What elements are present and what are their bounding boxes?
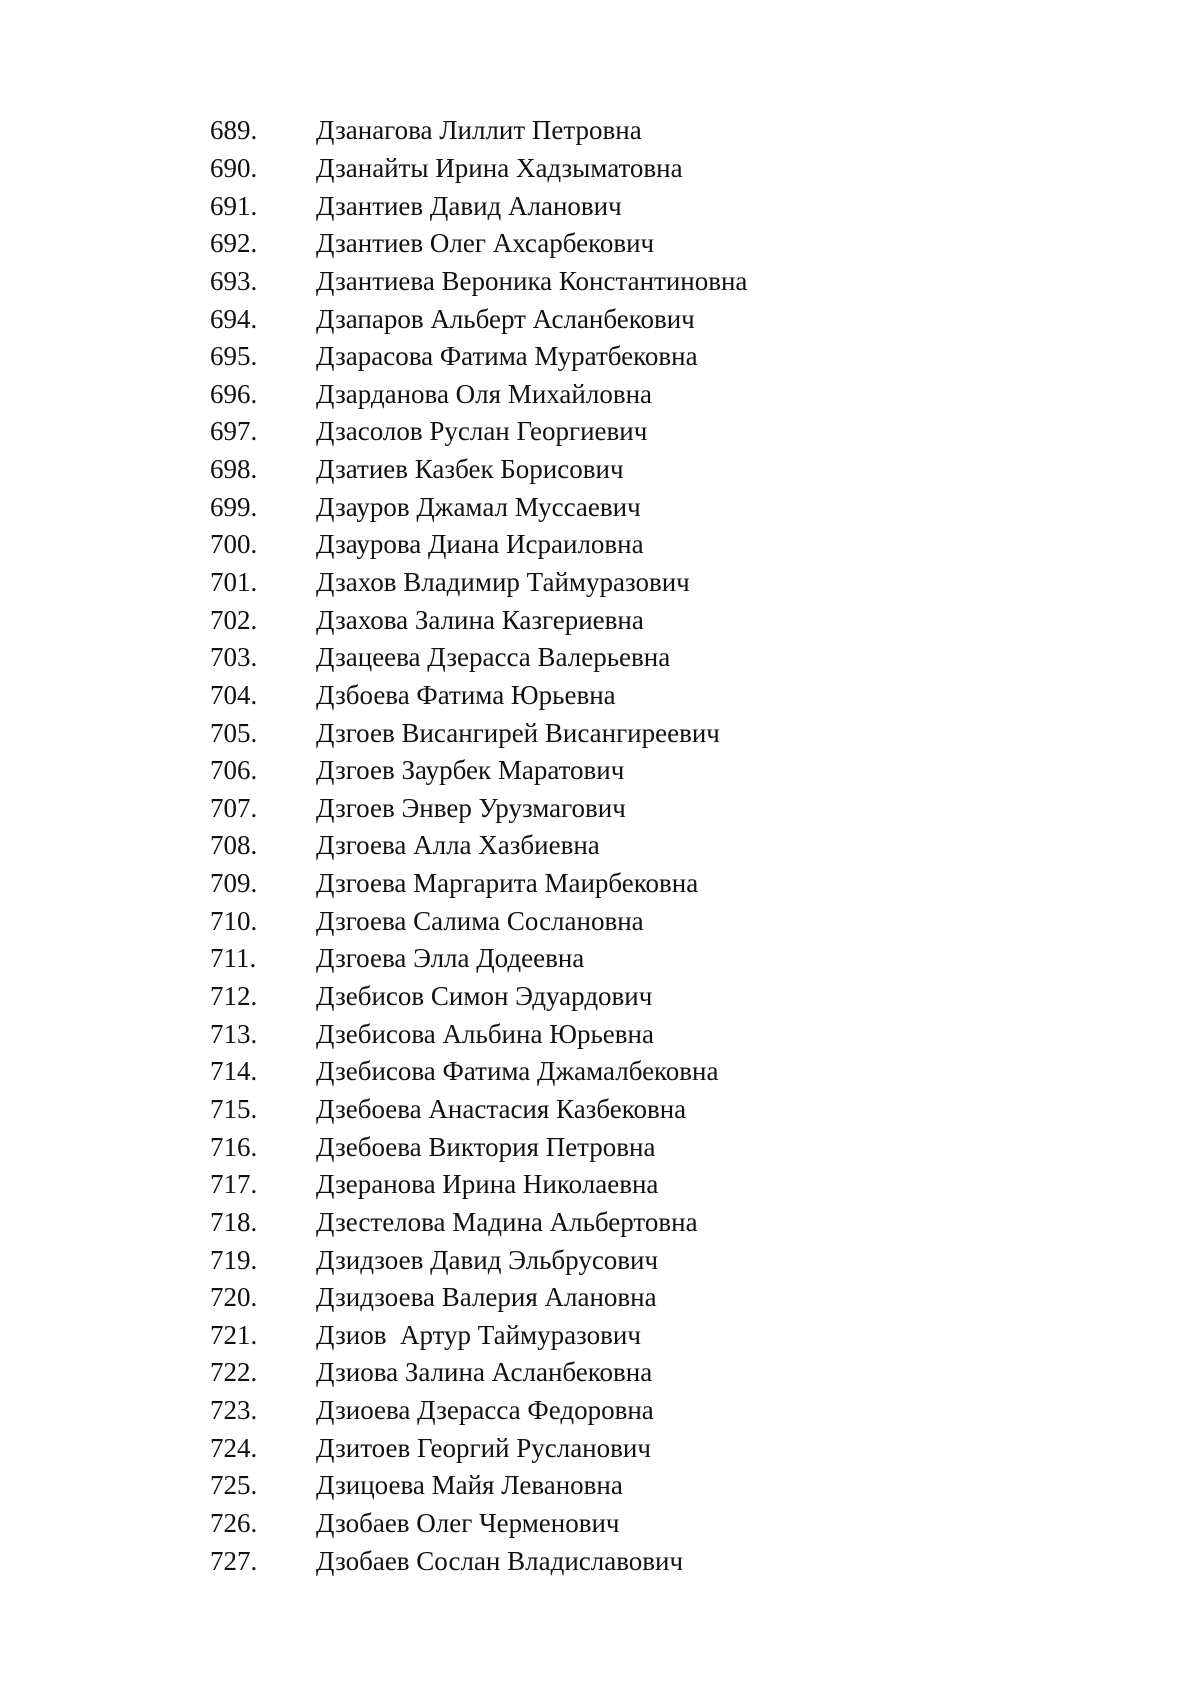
list-item [210,526,747,564]
entry-number: 725. [210,1470,258,1501]
entry-number: 702. [210,604,258,635]
entry-number: 713. [210,1018,258,1049]
list-item [210,1429,747,1467]
entry-number: 717. [210,1169,258,1200]
entry-number: 721. [210,1319,258,1350]
entry-full-name: Дзебоева Виктория Петровна [316,1131,656,1162]
list-item [210,902,747,940]
entry-full-name: Дзебоева Анастасия Казбековна [316,1093,687,1124]
entry-full-name: Дзасолов Руслан Георгиевич [316,416,648,447]
entry-number: 705. [210,717,258,748]
list-item [210,1204,747,1242]
entry-full-name: Дзгоева Алла Хазбиевна [316,830,600,861]
list-item [210,978,747,1016]
list-item [210,1279,747,1317]
entry-number: 722. [210,1357,258,1388]
entry-full-name: Дзацеева Дзерасса Валерьевна [316,642,671,673]
entry-number: 718. [210,1206,258,1237]
list-item [210,1128,747,1166]
entry-full-name: Дзанайты Ирина Хадзыматовна [316,152,683,183]
entry-number: 723. [210,1395,258,1426]
entry-number: 708. [210,830,258,861]
list-item [210,451,747,489]
entry-number: 727. [210,1545,258,1576]
entry-full-name: Дзгоев Энвер Урузмагович [316,792,626,823]
entry-full-name: Дзаурова Диана Исраиловна [316,529,644,560]
entry-number: 699. [210,491,258,522]
entry-full-name: Дзиова Залина Асланбековна [316,1357,653,1388]
entry-number: 693. [210,265,258,296]
entry-number: 700. [210,529,258,560]
entry-full-name: Дзицоева Майя Левановна [316,1470,623,1501]
entry-full-name: Дзгоев Висангирей Висангиреевич [316,717,720,748]
list-item [210,1053,747,1091]
list-item [210,601,747,639]
name-list [210,112,747,1580]
entry-number: 704. [210,679,258,710]
list-item [210,1542,747,1580]
entry-full-name: Дзебисова Альбина Юрьевна [316,1018,654,1049]
entry-number: 694. [210,303,258,334]
list-item [210,790,747,828]
entry-number: 706. [210,755,258,786]
entry-full-name: Дзебисова Фатима Джамалбековна [316,1056,719,1087]
entry-number: 724. [210,1432,258,1463]
list-item [210,263,747,301]
entry-number: 720. [210,1282,258,1313]
entry-number: 719. [210,1244,258,1275]
list-item [210,1091,747,1129]
entry-number: 701. [210,567,258,597]
list-item [210,1015,747,1053]
list-item [210,865,747,903]
list-item [210,300,747,338]
entry-full-name: Дзахова Залина Казгериевна [316,604,644,635]
entry-full-name: Дзиов Артур Таймуразович [316,1319,641,1350]
list-item [210,1354,747,1392]
entry-full-name: Дзидзоев Давид Эльбрусович [316,1244,659,1275]
entry-number: 715. [210,1093,258,1124]
list-item [210,714,747,752]
entry-number: 691. [210,190,258,221]
list-item [210,112,747,150]
list-item [210,1166,747,1204]
entry-number: 690. [210,152,258,183]
entry-number: 716. [210,1131,258,1162]
entry-full-name: Дзанагова Лиллит Петровна [316,115,642,146]
list-item [210,1392,747,1430]
entry-full-name: Дзантиев Олег Ахсарбекович [316,228,655,259]
entry-full-name: Дзантиева Вероника Константиновна [316,265,748,296]
list-item [210,752,747,790]
entry-number: 697. [210,416,258,447]
list-item [210,150,747,188]
entry-number: 712. [210,981,258,1012]
entry-full-name: Дзауров Джамал Муссаевич [316,491,641,522]
entry-number: 711. [210,943,257,974]
entry-number: 707. [210,792,258,823]
list-item [210,488,747,526]
entry-number: 710. [210,905,258,936]
entry-number: 698. [210,454,258,485]
entry-full-name: Дзиоева Дзерасса Федоровна [316,1395,654,1426]
entry-full-name: Дзгоев Заурбек Маратович [316,755,625,786]
entry-full-name: Дзантиев Давид Аланович [316,190,622,221]
list-item [210,375,747,413]
entry-full-name: Дзатиев Казбек Борисович [316,454,624,485]
list-item [210,940,747,978]
list-item [210,1505,747,1543]
entry-full-name: Дзахов Владимир Таймуразович [316,567,690,597]
entry-full-name: Дзбоева Фатима Юрьевна [316,679,616,710]
entry-number: 696. [210,378,258,409]
entry-full-name: Дзебисов Симон Эдуардович [316,981,653,1012]
entry-number: 692. [210,228,258,259]
list-item [210,564,747,602]
entry-number: 703. [210,642,258,673]
entry-number: 695. [210,341,258,372]
list-item [210,338,747,376]
entry-full-name: Дзестелова Мадина Альбертовна [316,1206,698,1237]
entry-number: 709. [210,868,258,899]
entry-full-name: Дзитоев Георгий Русланович [316,1432,651,1463]
entry-full-name: Дзеранова Ирина Николаевна [316,1169,659,1200]
list-item [210,677,747,715]
list-item [210,225,747,263]
list-item [210,639,747,677]
list-item [210,1317,747,1355]
list-item [210,1467,747,1505]
entry-full-name: Дзгоева Элла Додеевна [316,943,585,974]
list-item [210,413,747,451]
entry-full-name: Дзобаев Сослан Владиславович [316,1545,684,1576]
entry-number: 726. [210,1508,258,1539]
entry-number: 714. [210,1056,258,1087]
list-item [210,187,747,225]
entry-full-name: Дзарасова Фатима Муратбековна [316,341,698,372]
list-item [210,1241,747,1279]
entry-full-name: Дзгоева Салима Сослановна [316,905,644,936]
entry-full-name: Дзобаев Олег Черменович [316,1508,620,1539]
entry-full-name: Дзгоева Маргарита Маирбековна [316,868,699,899]
entry-number: 689. [210,115,258,146]
entry-full-name: Дзидзоева Валерия Алановна [316,1282,657,1313]
entry-full-name: Дзарданова Оля Михайловна [316,378,653,409]
entry-full-name: Дзапаров Альберт Асланбекович [316,303,695,334]
list-item [210,827,747,865]
